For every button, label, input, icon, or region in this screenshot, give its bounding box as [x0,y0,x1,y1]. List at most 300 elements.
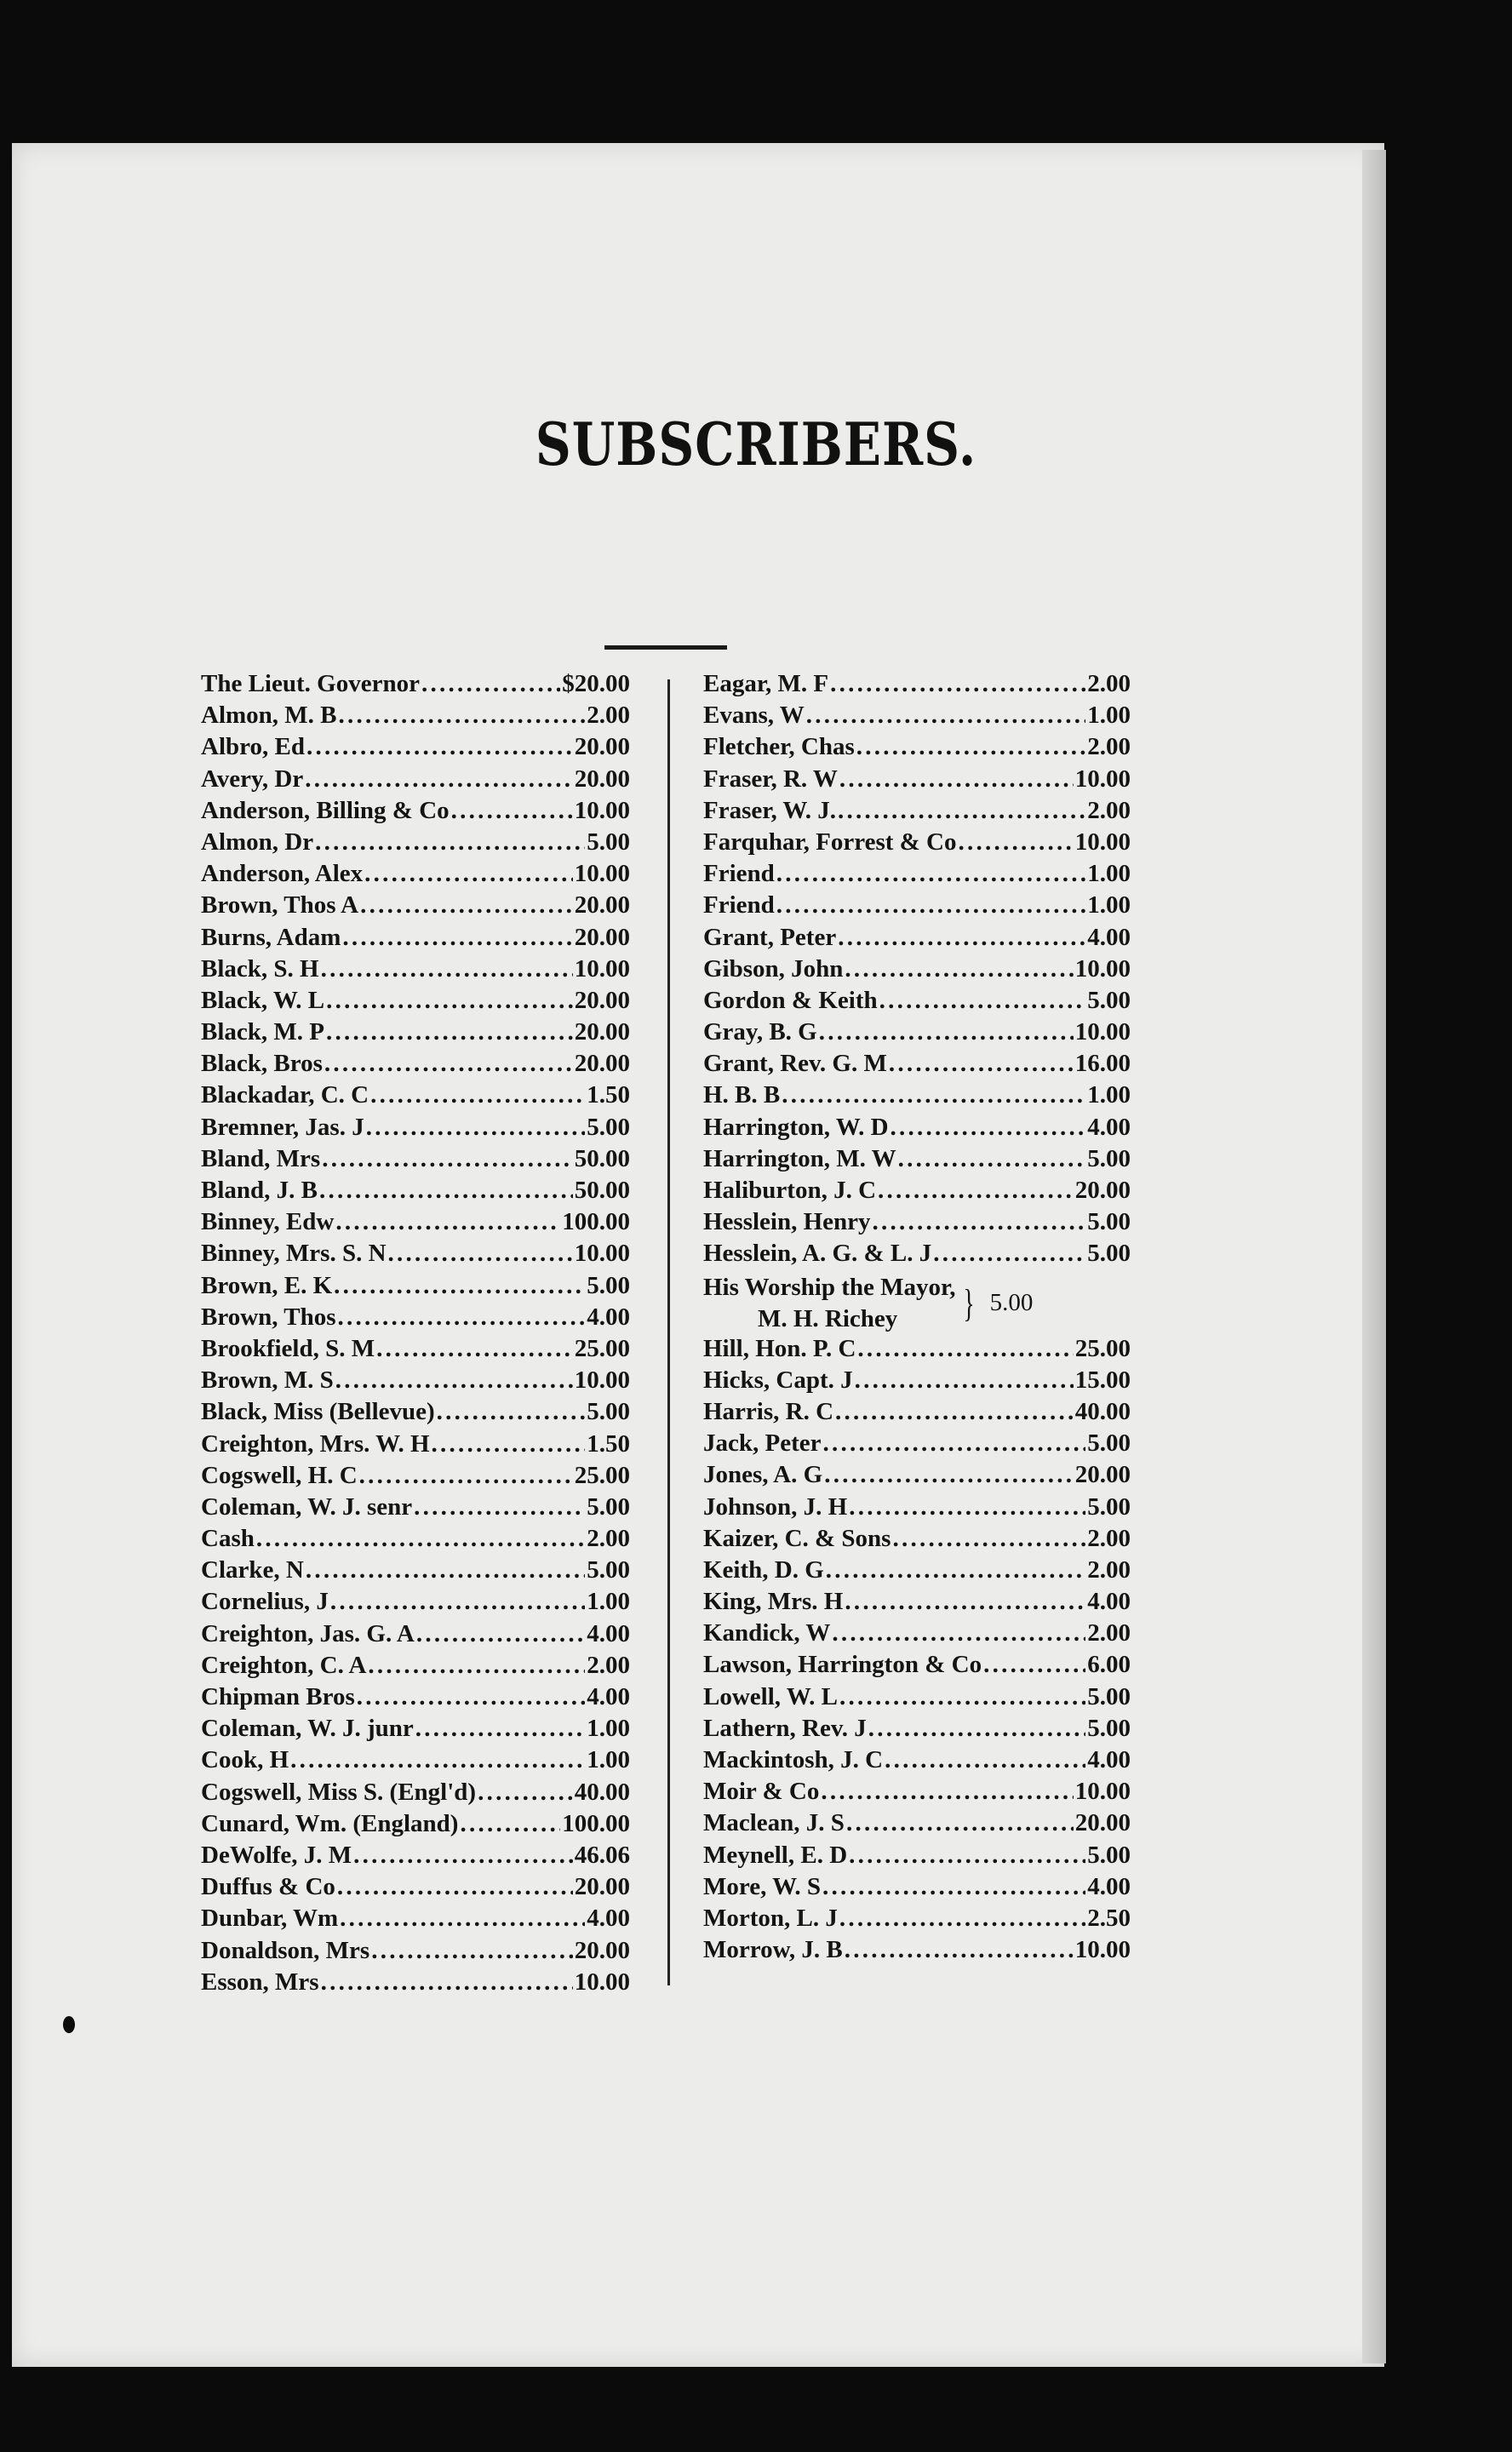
subscriber-name: Esson, Mrs [201,1968,319,1996]
subscriber-name: Burns, Adam [201,923,341,951]
subscriber-name: Moir & Co [703,1778,820,1806]
subscriber-row [703,797,1131,828]
subscriber-row [703,860,1131,891]
subscriber-row [201,1303,630,1335]
dot-leader [898,1145,1086,1173]
dot-leader [319,1177,573,1205]
subscriber-row [201,1842,630,1873]
subscriber-row [703,1145,1131,1177]
dot-leader [933,1240,1085,1268]
subscriber-name: Black, W. L [201,986,325,1014]
subscriber-row [201,1114,630,1145]
subscription-amount: 20.00 [574,891,630,920]
dot-leader [878,1177,1074,1205]
subscriber-row [703,1651,1131,1682]
subscription-amount: 50.00 [574,1144,630,1172]
dot-leader [359,1462,573,1490]
dot-leader [414,1493,585,1521]
subscriber-name: Gray, B. G [703,1018,817,1046]
subscriber-row [201,1272,630,1303]
subscription-amount: 10.00 [574,1366,630,1395]
dot-leader [849,1493,1085,1521]
subscriber-name: Eagar, M. F [703,670,829,697]
subscriber-row [703,1050,1131,1081]
dot-leader [306,1556,585,1584]
subscriber-row [703,1905,1131,1936]
subscriber-name: Creighton, Jas. G. A [201,1619,415,1647]
subscription-amount: 2.00 [587,1651,630,1679]
subscriber-name: Grant, Peter [703,923,837,951]
subscriber-row [201,1746,630,1778]
dot-leader [846,1809,1074,1837]
dot-leader [889,1050,1074,1078]
subscriber-name: Bland, Mrs [201,1144,321,1172]
subscriber-row [703,1208,1131,1240]
dot-leader [824,1461,1074,1489]
subscription-amount: 20.00 [574,986,630,1014]
subscription-amount: 10.00 [1074,954,1131,983]
subscriber-name: Friend [703,891,775,920]
dot-leader [868,1715,1086,1743]
subscription-amount: 5.00 [587,1271,630,1299]
subscriber-name: Haliburton, J. C [703,1177,877,1204]
dot-leader [306,733,573,761]
subscription-amount: 10.00 [1074,1778,1131,1806]
subscriber-row [201,1779,630,1810]
subscription-amount: 1.00 [1087,891,1131,920]
subscription-amount: 4.00 [1087,1588,1131,1616]
page-edge [1362,150,1386,2363]
subscription-amount: 2.00 [1087,1555,1131,1584]
subscriber-row [201,1366,630,1398]
dot-leader [821,1778,1073,1806]
dot-leader [838,797,1085,825]
subscription-amount: 4.00 [1087,1113,1131,1141]
subscriber-name: Bland, J. B [201,1177,318,1204]
dot-leader [845,955,1073,983]
subscriber-row [703,987,1131,1018]
subscriber-row [201,1652,630,1683]
subscription-amount: 100.00 [562,1208,630,1236]
subscriber-row [201,670,630,702]
subscription-amount: 20.00 [1074,1461,1131,1489]
subscriber-row [201,891,630,923]
subscription-amount: 1.00 [587,1588,630,1616]
subscriber-row [201,1177,630,1208]
subscriber-name: Lathern, Rev. J [703,1714,867,1742]
dot-leader [855,1366,1074,1395]
dot-leader [370,1081,585,1109]
dot-leader [845,1936,1074,1964]
subscriber-row [703,1556,1131,1588]
subscription-amount: 4.00 [587,1303,630,1331]
dot-leader [823,1429,1086,1458]
subscriber-name: Black, Miss (Bellevue) [201,1398,435,1426]
subscriber-name: Anderson, Alex [201,860,364,888]
dot-leader [806,702,1086,730]
subscriber-name-block [703,1272,956,1335]
subscriber-row [703,1683,1131,1715]
subscription-amount: 20.00 [574,733,630,761]
subscriber-row [201,860,630,891]
subscriber-name: Chipman Bros [201,1683,355,1710]
dot-leader [437,1398,586,1426]
dot-leader [839,1683,1085,1711]
subscriber-row [201,1620,630,1652]
dot-leader [321,1968,573,1997]
subscription-amount: 5.00 [587,1556,630,1584]
dot-leader [819,1018,1074,1046]
dot-leader [826,1556,1085,1584]
subscriber-name: Meynell, E. D [703,1841,848,1869]
subscription-amount: 5.00 [587,1398,630,1426]
subscriber-row [703,1619,1131,1651]
subscription-amount: 2.50 [1087,1904,1131,1932]
subscription-amount: 4.00 [1087,1872,1131,1900]
dot-leader [256,1525,585,1553]
subscriber-name: Binney, Mrs. S. N [201,1240,387,1268]
subscription-amount: $20.00 [562,670,630,697]
dot-leader [388,1240,573,1268]
subscriber-name: Black, M. P [201,1018,324,1046]
dot-leader [337,1873,573,1901]
subscription-amount: 2.00 [587,1525,630,1553]
subscriber-row [703,702,1131,733]
subscriber-name: Blackadar, C. C [201,1081,369,1109]
subscription-amount: 1.00 [1087,1081,1131,1109]
subscriber-name: Harrington, M. W [703,1144,896,1172]
subscription-amount: 5.00 [1087,1714,1131,1742]
subscriber-row [703,1018,1131,1050]
subscriber-name: Hill, Hon. P. C [703,1334,856,1362]
subscriber-name: Black, S. H [201,954,319,983]
dot-leader [421,670,560,698]
subscriber-row [201,702,630,733]
subscription-amount: 5.00 [1087,1144,1131,1172]
subscription-amount: 10.00 [1074,1936,1131,1964]
dot-leader [856,733,1086,761]
subscription-amount: 20.00 [1074,1809,1131,1837]
subscriber-name: Avery, Dr [201,765,304,793]
subscriber-name: His Worship the Mayor, [703,1273,956,1301]
subscription-amount: 20.00 [574,1050,630,1078]
subscriber-name: Friend [703,860,775,888]
subscription-amount: 40.00 [1074,1397,1131,1425]
subscriber-name: Jones, A. G [703,1461,823,1489]
subscription-amount: 10.00 [574,1968,630,1996]
subscriber-row [703,891,1131,923]
dot-leader [353,1842,573,1870]
subscriber-row [703,1873,1131,1905]
subscriber-row [703,765,1131,797]
subscriber-name: Hesslein, Henry [703,1208,871,1236]
dot-leader [342,924,572,952]
subscriber-row [201,924,630,955]
subscription-amount: 25.00 [574,1461,630,1489]
subscription-amount: 4.00 [587,1619,630,1647]
dot-leader [338,1303,586,1332]
dot-leader [326,987,573,1015]
subscriber-name: Mackintosh, J. C [703,1746,884,1773]
dot-leader [340,1905,585,1933]
curly-brace-icon: } [962,1281,975,1326]
subscriber-name: Keith, D. G [703,1555,824,1584]
dot-leader [324,1050,573,1078]
subscriber-row [703,1272,1131,1335]
subscription-amount: 10.00 [1074,765,1131,793]
subscriber-name: Anderson, Billing & Co [201,796,450,824]
subscriber-name-continued: M. H. Richey [758,1304,898,1332]
subscriber-row [201,955,630,987]
title-rule [604,645,727,650]
subscriber-row [201,1145,630,1177]
subscriber-name: Fletcher, Chas [703,733,855,761]
subscription-amount: 15.00 [1074,1366,1131,1394]
subscriber-name: Binney, Edw [201,1208,335,1236]
subscription-amount: 5.00 [587,1492,630,1521]
dot-leader [290,1746,585,1774]
subscriber-row [201,765,630,797]
subscriber-row [703,828,1131,860]
subscriber-name: Almon, M. B [201,702,337,730]
subscriber-row [201,1905,630,1936]
subscription-amount: 5.00 [989,1289,1034,1317]
dot-leader [892,1525,1085,1553]
subscription-amount: 5.00 [587,1113,630,1141]
subscription-amount: 10.00 [574,860,630,888]
subscriber-row [201,1462,630,1493]
dot-leader [432,1430,586,1458]
subscriber-row [703,1114,1131,1145]
subscriber-row [201,733,630,765]
subscriber-name: Brown, Thos A [201,891,359,920]
subscription-amount: 10.00 [574,954,630,983]
subscription-amount: 5.00 [1087,1841,1131,1869]
subscription-amount: 4.00 [1087,923,1131,951]
subscriber-name: Jack, Peter [703,1429,822,1458]
dot-leader [305,765,573,793]
subscription-amount: 20.00 [574,1873,630,1901]
subscriber-row [703,1936,1131,1968]
subscriber-row [201,1525,630,1556]
subscription-amount: 2.00 [1087,796,1131,824]
subscription-amount: 2.00 [587,702,630,730]
subscription-amount: 5.00 [1087,1492,1131,1521]
dot-leader [371,1937,573,1965]
subscriber-row [201,1715,630,1746]
dot-leader [776,891,1085,920]
subscriber-row [201,797,630,828]
subscriber-row [201,1810,630,1842]
subscription-amount: 10.00 [1074,828,1131,856]
subscription-amount: 50.00 [574,1177,630,1204]
subscriber-row [703,1778,1131,1809]
subscriber-name: Brookfield, S. M [201,1334,375,1362]
subscription-amount: 5.00 [587,828,630,856]
subscriber-name: Cook, H [201,1746,289,1774]
dot-leader [335,1208,560,1236]
subscriber-row [201,1683,630,1715]
dot-leader [891,1114,1086,1142]
subscriber-row [703,1177,1131,1208]
subscriber-row [201,828,630,860]
subscriber-row [201,987,630,1018]
subscriber-name: Cash [201,1525,255,1553]
subscriber-name: H. B. B [703,1081,781,1109]
subscriber-row [201,1937,630,1968]
dot-leader [478,1779,573,1807]
subscriber-name: Brown, Thos [201,1303,336,1331]
subscriber-name: Maclean, J. S [703,1809,845,1837]
column-divider [667,679,670,1985]
subscription-amount: 1.00 [587,1746,630,1774]
subscription-amount: 100.00 [562,1809,630,1837]
dot-leader [326,1018,573,1046]
subscription-amount: 20.00 [574,765,630,793]
dot-leader [315,828,585,856]
dot-leader [416,1620,585,1648]
dot-leader [873,1208,1086,1236]
right-column [703,670,1131,1968]
subscription-amount: 5.00 [1087,1240,1131,1268]
subscriber-row [703,1240,1131,1271]
subscriber-name: Coleman, W. J. senr [201,1492,413,1521]
dot-leader [983,1651,1085,1679]
page-title: SUBSCRIBERS. [535,410,977,479]
subscriber-row [703,670,1131,702]
subscriber-name: Coleman, W. J. junr [201,1715,414,1743]
subscription-amount: 2.00 [1087,733,1131,761]
subscription-amount: 10.00 [1074,1018,1131,1046]
dot-leader [334,1272,585,1300]
subscription-amount: 20.00 [574,923,630,951]
dot-leader [330,1588,585,1616]
subscription-amount: 4.00 [587,1683,630,1710]
subscription-amount: 6.00 [1087,1651,1131,1679]
subscriber-name: Duffus & Co [201,1873,335,1901]
subscriber-row [201,1240,630,1271]
dot-leader [364,860,573,888]
dot-leader [835,1398,1074,1426]
dot-leader [360,891,573,920]
subscriber-name: Almon, Dr [201,828,314,856]
dot-leader [822,1873,1085,1901]
subscription-amount: 10.00 [574,1240,630,1268]
subscription-amount: 16.00 [1074,1050,1131,1078]
subscriber-name: Kandick, W [703,1619,831,1647]
dot-leader [885,1746,1085,1774]
subscriber-name: Harrington, W. D [703,1113,889,1141]
subscriber-row [703,1461,1131,1492]
dot-leader [376,1335,573,1363]
subscriber-row [201,1081,630,1113]
subscription-amount: 20.00 [574,1018,630,1046]
subscription-amount: 1.50 [587,1429,630,1458]
dot-leader [357,1683,585,1711]
dot-leader [322,1145,573,1173]
subscriber-row [201,1335,630,1366]
subscription-amount: 5.00 [1087,986,1131,1014]
dot-leader [776,860,1085,888]
dot-leader [830,670,1085,698]
subscriber-row [703,1746,1131,1778]
subscriber-name: Gibson, John [703,954,844,983]
subscription-amount: 5.00 [1087,1208,1131,1236]
subscriber-row [703,1715,1131,1746]
dot-leader [832,1619,1085,1647]
subscriber-row [201,1493,630,1525]
subscriber-name: Dunbar, Wm [201,1905,339,1933]
subscription-amount: 4.00 [1087,1746,1131,1773]
subscriber-name: Hicks, Capt. J [703,1366,853,1394]
dot-leader [838,924,1085,952]
subscriber-name: More, W. S [703,1872,822,1900]
left-column [201,670,630,2000]
subscriber-row [703,1398,1131,1429]
dot-leader [321,955,573,983]
subscriber-name: Donaldson, Mrs [201,1936,370,1964]
subscription-amount: 5.00 [1087,1682,1131,1710]
subscriber-name: DeWolfe, J. M [201,1841,352,1869]
subscriber-name: Morrow, J. B [703,1936,843,1964]
subscriber-row [703,955,1131,987]
subscription-amount: 46.06 [574,1841,630,1869]
subscription-amount: 1.00 [1087,860,1131,888]
dot-leader [839,1905,1085,1933]
subscriber-name: Lowell, W. L [703,1682,838,1710]
subscriber-row [703,1842,1131,1873]
dot-leader [460,1810,560,1838]
subscriber-name: Fraser, W. J. [703,796,837,824]
subscriber-row [703,1366,1131,1398]
subscription-amount: 40.00 [574,1778,630,1806]
subscriber-row [201,1430,630,1462]
subscriber-name: Creighton, Mrs. W. H [201,1429,430,1458]
subscriber-row [703,1809,1131,1841]
subscriber-name: Cornelius, J [201,1588,329,1616]
subscriber-name: Brown, E. K [201,1271,333,1299]
subscriber-row [201,1398,630,1429]
dot-leader [959,828,1074,856]
subscriber-name: Harris, R. C [703,1397,834,1425]
subscriber-name: Creighton, C. A [201,1651,367,1679]
dot-leader [368,1652,585,1680]
subscriber-name: Cunard, Wm. (England) [201,1809,459,1837]
dot-leader [857,1335,1073,1363]
subscriber-name: Cogswell, Miss S. (Engl'd) [201,1778,477,1806]
subscription-amount: 2.00 [1087,670,1131,697]
subscriber-row [201,1968,630,2000]
subscriber-name: Brown, M. S [201,1366,334,1395]
dot-leader [451,797,573,825]
subscription-amount: 1.50 [587,1081,630,1109]
subscriber-name: Evans, W [703,702,805,730]
subscription-amount: 1.00 [1087,702,1131,730]
dot-leader [879,987,1086,1015]
subscription-amount: 4.00 [587,1905,630,1933]
subscriber-row [201,1208,630,1240]
dot-leader [339,702,586,730]
subscriber-name: The Lieut. Governor [201,670,420,697]
subscription-amount: 1.00 [587,1715,630,1743]
subscriber-name: Grant, Rev. G. M [703,1050,887,1078]
subscriber-name: Farquhar, Forrest & Co [703,828,957,856]
subscriber-name: Bremner, Jas. J [201,1113,364,1141]
dot-leader [845,1588,1085,1616]
subscriber-row [703,1588,1131,1619]
subscriber-name: Albro, Ed [201,733,305,761]
subscriber-name: Lawson, Harrington & Co [703,1651,982,1679]
